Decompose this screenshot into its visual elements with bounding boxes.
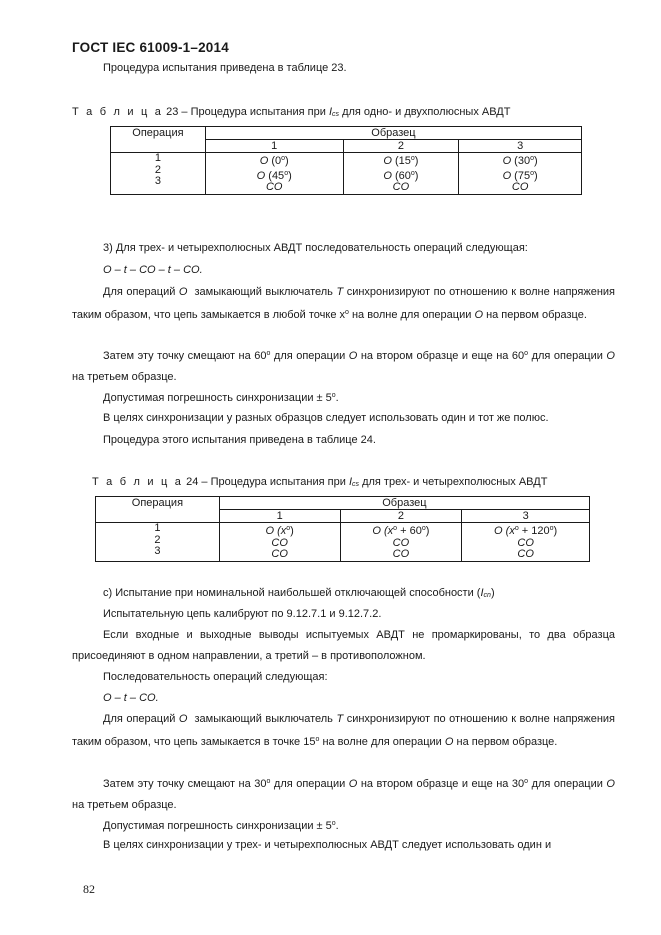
table-24-caption-body-b: для трех- и четырехполюсных АВДТ bbox=[362, 476, 548, 488]
table-23-caption-body-b: для одно- и двухполюсных АВДТ bbox=[342, 106, 511, 118]
paragraph-sync-2: Для операций O замыкающий выключатель T синхронизируют по отношению к волне напряжения таким образом, что цепь замыкается в точке $15^о$ на волне для операции O на первом образце. bbox=[72, 713, 616, 748]
paragraph-same-pole: В целях синхронизации у разных образцов следует использовать один и тот же полюс. bbox=[103, 412, 549, 424]
table-24-caption bbox=[92, 476, 547, 488]
table-24-header-sample: Образец bbox=[219, 497, 589, 510]
paragraph-three-four-pole: В целях синхронизации у трех- и четырехполюсных АВДТ следует использовать один и bbox=[103, 839, 552, 851]
table-24-cell-value: CO bbox=[517, 548, 534, 560]
table-24-cell-value: O $(x^о + 60^о)$ bbox=[372, 525, 430, 537]
paragraph-sequence-label: Последовательность операций следующая: bbox=[103, 671, 328, 683]
table-24-sample3-cell bbox=[462, 523, 590, 562]
paragraph-shift-2: Затем эту точку смещают на $30^о$ для операции O на втором образце и еще на $30^о$ для операции O на третьем образце. bbox=[72, 778, 615, 811]
table-23-header-operation: Операция bbox=[111, 127, 206, 153]
paragraph-connection: Если входные и выходные выводы испытуемых АВДТ не промаркированы, то два образца присоединяют в одном направлении, а третий – в противоположном. bbox=[72, 629, 615, 662]
table-23-cell-value: O $(75^о)$ bbox=[502, 169, 538, 182]
table-23-operation: 3 bbox=[154, 175, 161, 187]
table-24-operation: 2 bbox=[154, 533, 161, 546]
table-24-operation: 1 bbox=[154, 522, 161, 534]
table-23-cell-value: CO bbox=[392, 181, 410, 193]
table-24-cell-value: CO bbox=[271, 536, 288, 549]
sequence-2: O – t – CO. bbox=[103, 692, 159, 704]
table-23-sample3-cell bbox=[459, 153, 582, 195]
table-23-cell-value: O $(45^о)$ bbox=[256, 169, 292, 182]
table-23-cell-value: O $(60^о)$ bbox=[383, 169, 419, 182]
table-23-sample-number: 3 bbox=[459, 140, 582, 153]
item-c-paragraph: с) Испытание при номинальной наибольшей отключающей способности $(I_{cn})$ bbox=[103, 587, 495, 599]
table-23-cell-value: O $(30^о)$ bbox=[502, 155, 538, 167]
table-24-caption-prefix: Т а б л и ц а bbox=[92, 476, 184, 488]
item-3-paragraph: 3) Для трех- и четырехполюсных АВДТ последовательность операций следующая: bbox=[103, 242, 528, 254]
table-24-operation: 3 bbox=[154, 545, 161, 557]
table-24-cell-value: CO bbox=[517, 536, 534, 549]
table-23-sample2-cell bbox=[343, 153, 459, 195]
sequence-1: O – t – CO – t – CO. bbox=[103, 264, 203, 276]
table-23-operation: 2 bbox=[154, 163, 161, 176]
table-23-caption-sub: cs bbox=[332, 111, 339, 118]
table-24-sample-number: 2 bbox=[340, 510, 462, 523]
table-24-operations-cell bbox=[96, 523, 220, 562]
table-23-sample-number: 2 bbox=[343, 140, 459, 153]
table-23-caption-symbol: I bbox=[328, 106, 332, 118]
paragraph-table-24-ref: Процедура этого испытания приведена в таблице 24. bbox=[103, 434, 376, 446]
table-23-sample-number: 1 bbox=[205, 140, 343, 153]
table-23-cell-value: CO bbox=[511, 181, 529, 193]
paragraph-tolerance-1: Допустимая погрешность синхронизации ± $5^о$. bbox=[103, 392, 339, 404]
document-header: ГОСТ IEC 61009-1–2014 bbox=[72, 40, 229, 55]
table-24-header-operation: Операция bbox=[96, 497, 220, 523]
table-24-cell-value: O $(x^о)$ bbox=[265, 525, 294, 537]
table-23-operation: 1 bbox=[154, 152, 161, 164]
table-24-sample2-cell bbox=[340, 523, 462, 562]
page-number: 82 bbox=[83, 882, 95, 896]
paragraph-sync-1: Для операций O замыкающий выключатель T синхронизируют по отношению к волне напряжения таким образом, что цепь замыкается в любой точке $x^о$ на волне для операции O на первом образце. bbox=[72, 286, 616, 321]
table-24-cell-value: CO bbox=[271, 548, 288, 560]
paragraph-tolerance-2: Допустимая погрешность синхронизации ± $5^о$. bbox=[103, 820, 339, 832]
table-24-cell-value: O $(x^о + 120^о)$ bbox=[494, 525, 558, 537]
table-23-cell-value: O $(0^о)$ bbox=[259, 155, 289, 167]
paragraph-shift-1: Затем эту точку смещают на $60^о$ для операции O на втором образце и еще на $60^о$ для операции O на третьем образце. bbox=[72, 350, 615, 383]
table-24-caption-symbol: I bbox=[348, 476, 352, 488]
table-23-caption bbox=[72, 106, 510, 118]
table-24-cell-value: CO bbox=[392, 536, 410, 549]
table-24-sample1-cell bbox=[219, 523, 340, 562]
table-24-sample-number: 3 bbox=[462, 510, 590, 523]
table-23-header-sample: Образец bbox=[205, 127, 581, 140]
intro-paragraph: Процедура испытания приведена в таблице 23. bbox=[103, 62, 347, 74]
paragraph-calibration: Испытательную цепь калибруют по 9.12.7.1 и 9.12.7.2. bbox=[103, 608, 382, 620]
table-24-caption-sub: cs bbox=[352, 481, 359, 488]
table-23-operations-cell bbox=[111, 153, 206, 195]
table-23-cell-value: O $(15^о)$ bbox=[383, 155, 419, 167]
table-24-cell-value: CO bbox=[392, 548, 410, 560]
table-24 bbox=[95, 496, 590, 562]
table-23-cell-value: CO bbox=[265, 181, 283, 193]
table-23-sample1-cell bbox=[205, 153, 343, 195]
table-24-sample-number: 1 bbox=[219, 510, 340, 523]
table-23 bbox=[110, 126, 582, 195]
table-23-caption-prefix: Т а б л и ц а bbox=[72, 106, 164, 118]
table-23-caption-body-a: 23 – Процедура испытания при bbox=[166, 106, 326, 118]
table-24-caption-body-a: 24 – Процедура испытания при bbox=[186, 476, 346, 488]
